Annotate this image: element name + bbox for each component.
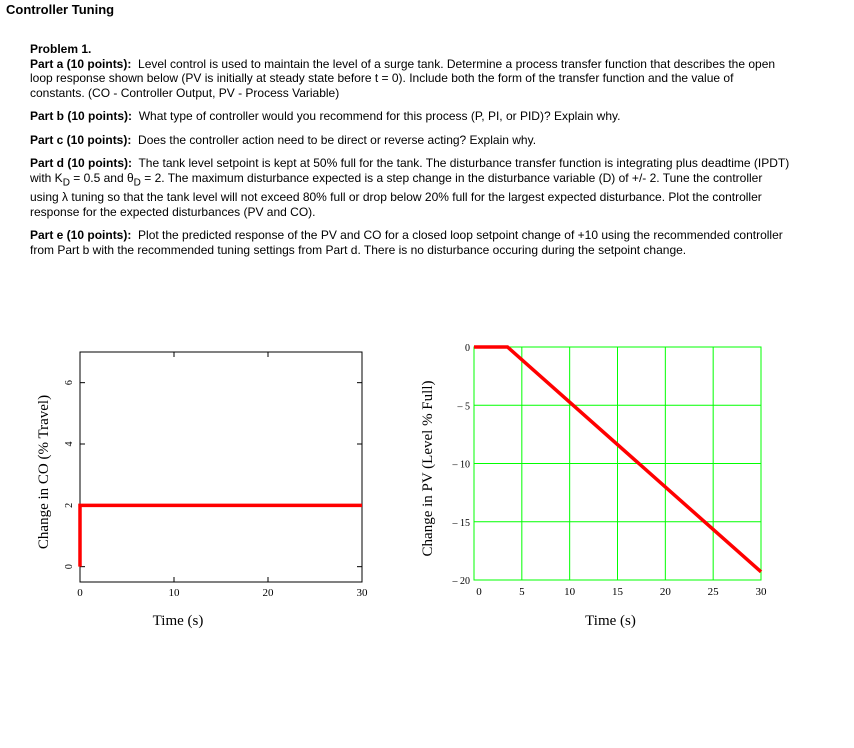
part-a-text: Level control is used to maintain the level of a surge tank. Determine a process transfer function that describes the open loop response shown below (PV is initially at steady state before t = 0). Include both the form of the transfer function and the value of constants. (CO - Controller Output, PV - Process Variable)	[30, 56, 776, 100]
part-a-label: Part a (10 points):	[30, 56, 132, 71]
co-xtick-label-2: 20	[262, 587, 274, 599]
part-d-sub-2: D	[133, 176, 141, 188]
part-c-label: Part c (10 points):	[30, 132, 132, 147]
co-ytick-label-2: 4	[64, 441, 75, 447]
co-xtick-label-1: 10	[168, 587, 180, 599]
co-yaxis-label: Change in CO (% Travel)	[36, 394, 52, 550]
pv-xtick-label-0: 0	[476, 586, 482, 598]
part-d-text-3: = 2. The maximum disturbance expected is a step change in the disturbance variable (D) of +/- 2. Tune the controller using λ tuning so that the tank level will not exceed 80% full or drop below 20% full for the largest expected disturbance. Plot the controller response for the expected disturbances (PV and CO).	[30, 170, 763, 219]
part-d-text-1: The tank level setpoint is kept at 50% full for the tank. The disturbance transfer function is integrating plus deadtime (IPDT) with K	[30, 156, 790, 185]
pv-ytick-label-4: – 20	[452, 576, 470, 587]
pv-yaxis-label: Change in PV (Level % Full)	[420, 380, 436, 557]
pv-xtick-label-1: 5	[519, 586, 525, 598]
co-ytick-label-3: 6	[64, 380, 75, 386]
pv-ytick-label-0: 0	[465, 343, 470, 354]
pv-xtick-label-2: 10	[564, 586, 576, 598]
pv-xtick-label-6: 30	[755, 586, 767, 598]
pv-xtick-label-5: 25	[707, 586, 719, 598]
pv-xaxis-label: Time (s)	[585, 613, 636, 629]
part-c-text: Does the controller action need to be direct or reverse acting? Explain why.	[138, 132, 537, 147]
pv-xtick-label-3: 15	[612, 586, 623, 598]
co-plot-frame	[80, 352, 362, 582]
co-xtick-label-3: 30	[356, 587, 368, 599]
pv-ytick-label-2: – 10	[452, 459, 470, 471]
co-xaxis-label: Time (s)	[152, 613, 204, 629]
co-series-line-0	[80, 505, 362, 566]
co-ytick-label-0: 0	[64, 564, 75, 570]
part-d-sub-1: D	[62, 176, 70, 188]
problem-heading: Problem 1.	[30, 42, 92, 56]
part-e-label: Part e (10 points):	[30, 228, 132, 243]
part-b-text: What type of controller would you recommend for this process (P, PI, or PID)? Explain why.	[138, 109, 621, 123]
part-d-label: Part d (10 points):	[30, 156, 133, 170]
pv-ytick-label-1: – 5	[457, 401, 470, 413]
part-e-text: Plot the predicted response of the PV and CO for a closed loop setpoint change of +10 using the recommended controller from Part b with the recommended tuning settings from Part d. There is no disturbance occuring during the setpoint change.	[30, 228, 783, 257]
document-title: Controller Tuning	[6, 2, 115, 17]
pv-xtick-label-4: 20	[659, 586, 671, 598]
co-xtick-label-0: 0	[77, 587, 83, 599]
part-b-label: Part b (10 points):	[30, 109, 133, 123]
co-ytick-label-1: 2	[64, 502, 75, 508]
part-d-text-2: = 0.5 and θ	[69, 170, 134, 185]
pv-ytick-label-3: – 15	[452, 517, 470, 529]
